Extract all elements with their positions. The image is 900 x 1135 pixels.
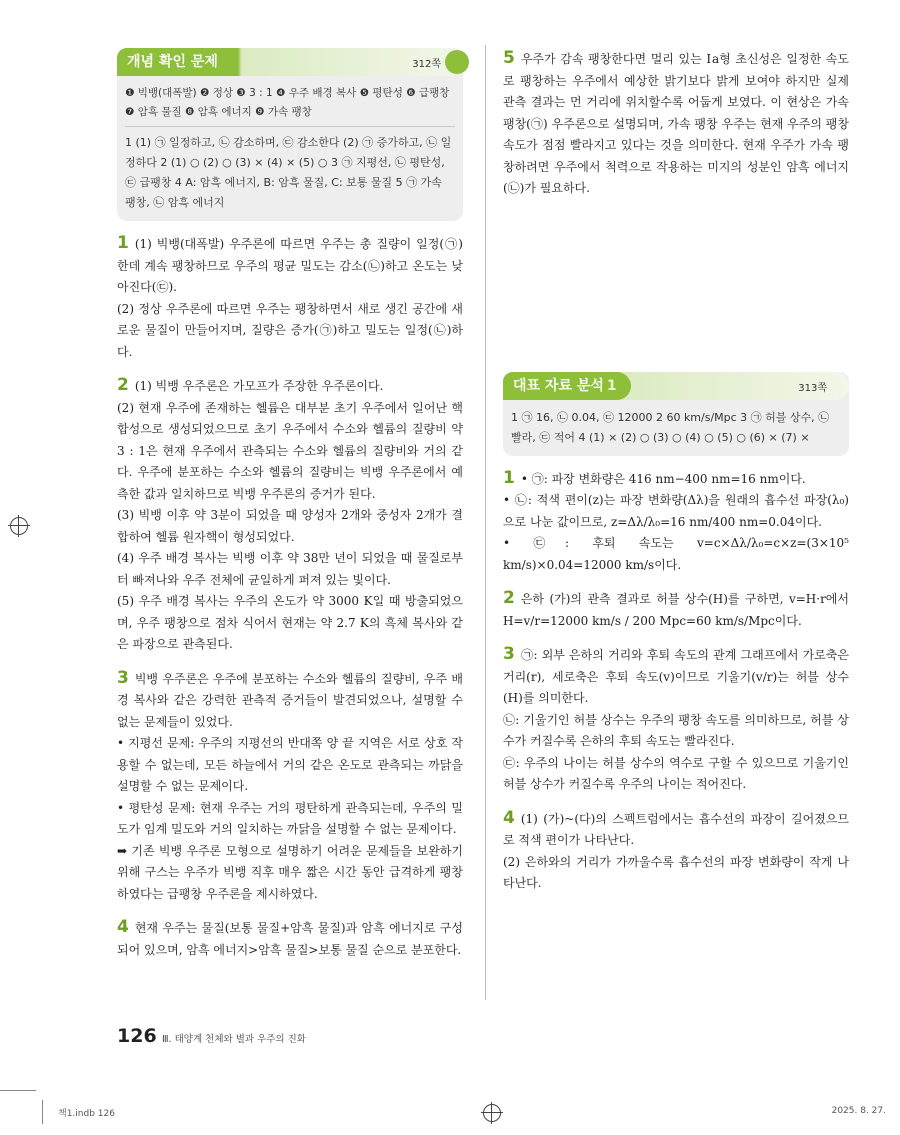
box-separator <box>125 126 455 127</box>
concept-check-page: 312쪽 <box>412 59 441 70</box>
data-analysis-title-text: 대표 자료 분석 <box>513 377 604 394</box>
question-number: 4 <box>503 807 515 828</box>
crop-mark <box>42 1100 43 1124</box>
print-file-info: 책1.indb 126 <box>58 1109 115 1119</box>
data-analysis-header <box>503 372 849 400</box>
explanation-text: (2) 현재 우주에 존재하는 헬륨은 대부분 초기 우주에서 일어난 핵합성으로 생성되었으므로 초기 우주에서 수소와 헬륨의 질량비 약 3 : 1은 현재 우주에서 관측되는 수소와 헬륨의 질량비와 거의 같다. 우주에 분포하는 수소와 헬륨의 질량비는 빅뱅 우주론에서 예측한 값과 일치하므로 빅뱅 우주론의 증거가 된다. <box>117 400 463 501</box>
explanation-text: • ㉡: 적색 편이(z)는 파장 변화량(Δλ)을 원래의 흡수선 파장(λ₀)으로 나눈 값이므로, z=Δλ/λ₀=16 nm/400 nm=0.04이다. <box>503 493 849 529</box>
concept-check-title: 개념 확인 문제 <box>117 48 232 76</box>
concept-check-box <box>117 48 463 221</box>
explanation-2 <box>117 375 463 656</box>
concept-answers: 1 (1) ㉠ 일정하고, ㉡ 감소하며, ㉢ 감소한다 (2) ㉠ 증가하고, ㉡ 일정하다 2 (1) ○ (2) ○ (3) × (4) × (5) ○ 3 ㉠ 지평선, ㉡ 평탄성, ㉢ 급팽창 4 A: 암흑 에너지, B: 암흑 물질, C: 보통 물질 5 ㉠ 가속 팽창, ㉡ 암흑 에너지 <box>125 136 452 209</box>
explanation-text: (4) 우주 배경 복사는 빅뱅 이후 약 38만 년이 되었을 때 물질로부터 빠져나와 우주 전체에 균일하게 퍼져 있는 빛이다. <box>117 551 463 587</box>
analysis-4 <box>503 808 849 895</box>
right-column <box>503 48 849 895</box>
registration-mark-icon <box>483 1104 501 1122</box>
header-dot <box>445 50 469 74</box>
analysis-1 <box>503 468 849 577</box>
explanation-text: (1) 빅뱅(대폭발) 우주론에 따르면 우주는 총 질량이 일정(㉠)한데 계속 팽창하므로 우주의 평균 밀도는 감소(㉡)하고 온도는 낮아진다(㉢). <box>117 237 463 294</box>
explanation-text: (1) (가)~(다)의 스펙트럼에서는 흡수선의 파장이 길어졌으므로 적색 편이가 나타난다. <box>503 811 849 847</box>
question-number: 1 <box>117 233 129 253</box>
explanation-text: • ㉢: 후퇴 속도는 v=c×Δλ/λ₀=c×z=(3×10⁵ km/s)×0.04=12000 km/s이다. <box>503 536 849 572</box>
explanation-text: 현재 우주는 물질(보통 물질+암흑 물질)과 암흑 에너지로 구성되어 있으며, 암흑 에너지>암흑 물질>보통 물질 순으로 분포한다. <box>117 921 463 957</box>
page-number: 126 <box>117 1025 157 1047</box>
question-number: 3 <box>117 667 129 688</box>
explanation-text: (3) 빅뱅 이후 약 3분이 되었을 때 양성자 2개와 중성자 2개가 결합하여 헬륨 원자핵이 형성되었다. <box>117 508 463 544</box>
explanation-text: 빅뱅 우주론은 우주에 분포하는 수소와 헬륨의 질량비, 우주 배경 복사와 같은 강력한 관측적 증거들이 발견되었으나, 설명할 수 없는 문제들이 있었다. <box>117 671 463 729</box>
explanation-text: • 평탄성 문제: 현재 우주는 거의 평탄하게 관측되는데, 우주의 밀도가 임계 밀도와 거의 일치하는 까닭을 설명할 수 없는 문제이다. <box>117 800 463 836</box>
explanation-text: • 지평선 문제: 우주의 지평선의 반대쪽 양 끝 지역은 서로 상호 작용할 수 없는데, 모든 하늘에서 거의 같은 온도로 관측되는 까닭을 설명할 수 없는 문제이다. <box>117 736 463 793</box>
explanation-text: (2) 정상 우주론에 따르면 우주는 팽창하면서 새로 생긴 공간에 새로운 물질이 만들어지며, 질량은 증가(㉠)하고 밀도는 일정(㉡)하다. <box>117 301 463 359</box>
left-column <box>117 48 463 961</box>
explanation-text: 우주가 감속 팽창한다면 멀리 있는 Ⅰa형 초신성은 일정한 속도로 팽창하는 우주에서 예상한 밝기보다 밝게 보여야 하지만 실제 관측 결과는 먼 거리에 위치할수록 어둡게 보였다. 이 현상은 가속 팽창(㉠) 우주론으로 설명되며, 가속 팽창 우주는 현재 우주의 팽창 속도가 점점 빨라지고 있다는 것을 의미한다. 현재 우주가 가속 팽창하려면 우주에서 척력으로 작용하는 미지의 성분인 암흑 에너지(㉡)가 필요하다. <box>503 52 849 195</box>
explanation-text: ㉠: 외부 은하의 거리와 후퇴 속도의 관계 그래프에서 가로축은 거리(r), 세로축은 후퇴 속도(v)이므로 기울기(v/r)는 허블 상수(H)를 의미한다. <box>503 648 849 705</box>
data-analysis-title-number: 1 <box>606 377 617 394</box>
explanation-text: (2) 은하와의 거리가 가까울수록 흡수선의 파장 변화량이 작게 나타난다. <box>503 854 849 890</box>
explanation-text: ㉢: 우주의 나이는 허블 상수의 역수로 구할 수 있으므로 기울기인 허블 상수가 커질수록 우주의 나이는 적어진다. <box>503 755 849 791</box>
column-divider <box>485 45 486 1000</box>
question-number: 2 <box>503 588 515 608</box>
data-analysis-title <box>503 372 631 400</box>
crop-mark <box>0 1090 36 1091</box>
registration-mark-icon <box>10 517 28 535</box>
data-analysis-box <box>503 372 849 456</box>
chapter-title: Ⅲ. 태양계 천체와 별과 우주의 진화 <box>162 1034 306 1045</box>
explanation-4 <box>117 917 463 961</box>
concept-check-header <box>117 48 463 76</box>
explanation-text: • ㉠: 파장 변화량은 416 nm−400 nm=16 nm이다. <box>520 471 806 486</box>
explanation-text: 은하 (가)의 관측 결과로 허블 상수(H)를 구하면, v=H·r에서 H=v/r=12000 km/s / 200 Mpc=60 km/s/Mpc이다. <box>503 592 849 628</box>
explanation-text: ➡ 기존 빅뱅 우주론 모형으로 설명하기 어려운 문제들을 보완하기 위해 구스는 우주가 빅뱅 직후 매우 짧은 시간 동안 급격하게 팽창하였다는 급팽창 우주론을 제시하였다. <box>117 843 463 901</box>
explanation-text: (5) 우주 배경 복사는 우주의 온도가 약 3000 K일 때 방출되었으며, 우주 팽창으로 점차 식어서 현재는 약 2.7 K의 흑체 복사와 같은 파장으로 관측된다. <box>117 594 463 651</box>
explanation-5 <box>503 48 849 200</box>
print-date: 2025. 8. 27. <box>831 1106 886 1116</box>
data-answers: 1 ㉠ 16, ㉡ 0.04, ㉢ 12000 2 60 km/s/Mpc 3 ㉠ 허블 상수, ㉡ 빨라, ㉢ 적어 4 (1) × (2) ○ (3) ○ (4) ○ (5) ○ (6) × (7) × <box>511 410 830 444</box>
analysis-3 <box>503 644 849 796</box>
data-analysis-page: 313쪽 <box>798 382 827 394</box>
analysis-2 <box>503 588 849 632</box>
question-number: 2 <box>117 375 129 395</box>
question-number: 4 <box>117 917 129 937</box>
question-number: 5 <box>503 48 515 68</box>
explanation-text: ㉡: 기울기인 허블 상수는 우주의 팽창 속도를 의미하므로, 허블 상수가 커질수록 은하의 후퇴 속도는 빨라진다. <box>503 712 849 748</box>
explanation-3 <box>117 668 463 906</box>
question-number: 1 <box>503 467 515 488</box>
explanation-text: (1) 빅뱅 우주론은 가모프가 주장한 우주론이다. <box>134 379 384 393</box>
question-number: 3 <box>503 644 515 664</box>
explanation-1 <box>117 233 463 363</box>
concept-blanks: ❶ 빅뱅(대폭발) ❷ 정상 ❸ 3 : 1 ❹ 우주 배경 복사 ❺ 평탄성 ❻ 급팽창 ❼ 암흑 물질 ❽ 암흑 에너지 ❾ 가속 팽창 <box>125 87 450 118</box>
